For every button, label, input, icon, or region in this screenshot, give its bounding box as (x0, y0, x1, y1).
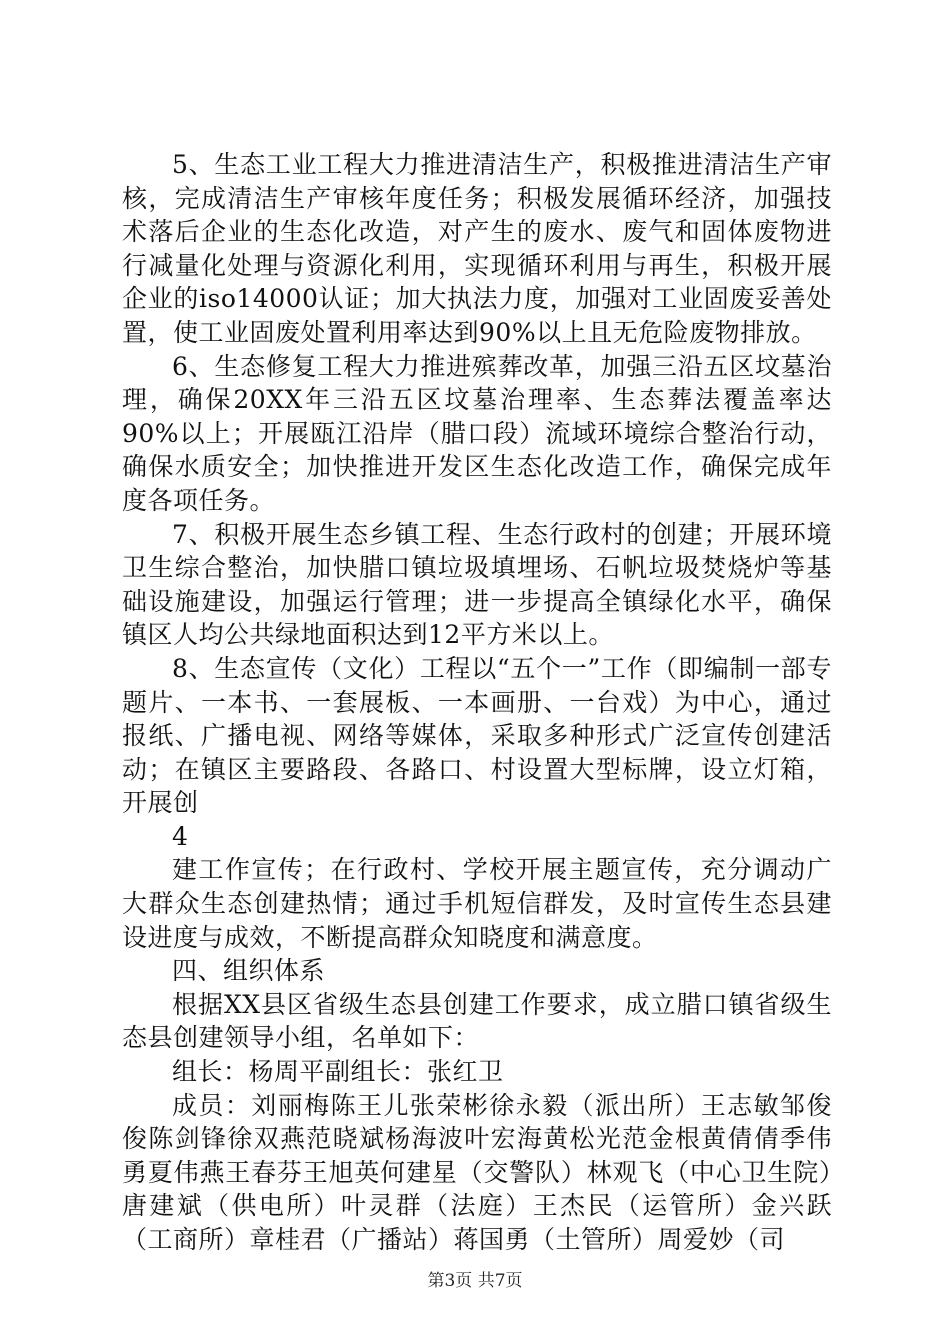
document-body (122, 148, 832, 1257)
inline-page-number: 4 (172, 821, 189, 851)
paragraph-ecological-township: 7、积极开展生态乡镇工程、生态行政村的创建；开展环境卫生综合整治，加快腊口镇垃圾填埋场、石帆垃圾焚烧炉等基础设施建设，加强运行管理；进一步提高全镇绿化水平，确保镇区人均公共绿地面积达到12平方米以上。 (122, 519, 832, 650)
page-footer: 第3页 共7页 (427, 1271, 523, 1291)
paragraph-ecological-restoration: 6、生态修复工程大力推进殡葬改革，加强三沿五区坟墓治理，确保20XX年三沿五区坟墓治理率、生态葬法覆盖率达90%以上；开展瓯江沿岸（腊口段）流域环境综合整治行动，确保水质安全；加快推进开发区生态化改造工作，确保完成年度各项任务。 (122, 351, 832, 515)
paragraph-ecological-industry: 5、生态工业工程大力推进清洁生产，积极推进清洁生产审核，完成清洁生产审核年度任务；积极发展循环经济，加强技术落后企业的生态化改造，对产生的废水、废气和固体废物进行减量化处理与资源化利用，实现循环利用与再生，积极开展企业的iso14000认证；加大执法力度，加强对工业固废妥善处置，使工业固废处置利用率达到90%以上且无危险废物排放。 (122, 150, 832, 347)
section-heading-organization: 四、组织体系 (172, 956, 326, 986)
paragraph-group-leaders: 组长：杨周平副组长：张红卫 (172, 1057, 504, 1087)
paragraph-publicity-continued: 建工作宣传；在行政村、学校开展主题宣传，充分调动广大群众生态创建热情；通过手机短信群发，及时宣传生态县建设进度与成效，不断提高群众知晓度和满意度。 (122, 855, 832, 952)
paragraph-group-members: 成员：刘丽梅陈王儿张荣彬徐永毅（派出所）王志敏邹俊俊陈剑锋徐双燕范晓斌杨海波叶宏海黄松光范金根黄倩倩季伟勇夏伟燕王春芬王旭英何建星（交警队）林观飞（中心卫生院）唐建斌（供电所）叶灵群（法庭）王杰民（运管所）金兴跃（工商所）章桂君（广播站）蒋国勇（土管所）周爱妙（司 (122, 1090, 832, 1254)
paragraph-ecological-publicity: 8、生态宣传（文化）工程以“五个一”工作（即编制一部专题片、一本书、一套展板、一本画册、一台戏）为中心，通过报纸、广播电视、网络等媒体，采取多种形式广泛宣传创建活动；在镇区主要路段、各路口、村设置大型标牌，设立灯箱，开展创 (122, 653, 832, 818)
paragraph-leading-group: 根据XX县区省级生态县创建工作要求，成立腊口镇省级生态县创建领导小组，名单如下： (122, 989, 832, 1053)
